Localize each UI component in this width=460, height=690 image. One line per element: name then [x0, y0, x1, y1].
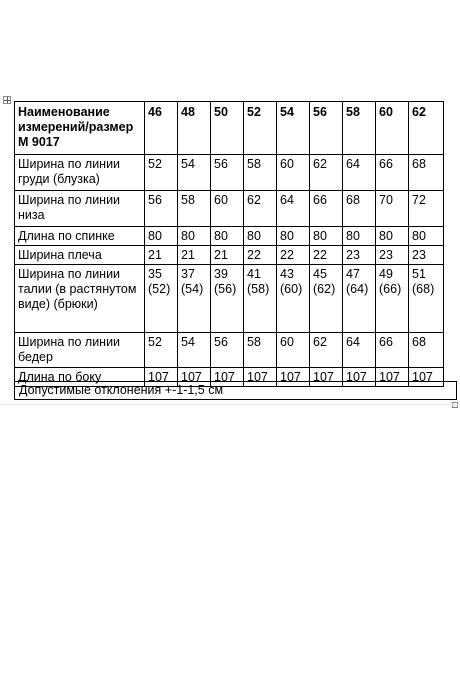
value-cell: 56 [211, 333, 244, 368]
measurement-label-cell: Ширина по линии груди (блузка) [15, 155, 145, 191]
value-cell: 21 [145, 246, 178, 265]
value-cell: 22 [310, 246, 343, 265]
measurement-label-cell: Длина по боку [15, 368, 145, 387]
value-cell: 37 (54) [178, 265, 211, 333]
value-cell: 62 [244, 191, 277, 227]
measurement-label-cell: Ширина по линии талии (в растянутом виде) (брюки) [15, 265, 145, 333]
value-cell: 62 [310, 155, 343, 191]
size-header-cell: 56 [310, 102, 343, 155]
value-cell: 51 (68) [409, 265, 444, 333]
value-cell: 80 [343, 227, 376, 246]
value-cell: 52 [145, 333, 178, 368]
table-resize-handle[interactable] [452, 402, 458, 408]
size-header-cell: 58 [343, 102, 376, 155]
value-cell: 107 [310, 368, 343, 387]
size-header-cell: 48 [178, 102, 211, 155]
value-cell: 62 [310, 333, 343, 368]
size-header-cell: 54 [277, 102, 310, 155]
value-cell: 54 [178, 155, 211, 191]
measurement-label-cell: Ширина плеча [15, 246, 145, 265]
table-row [15, 191, 444, 227]
value-cell: 35 (52) [145, 265, 178, 333]
value-cell: 80 [277, 227, 310, 246]
value-cell: 60 [277, 333, 310, 368]
measurement-label-cell: Длина по спинке [15, 227, 145, 246]
measurement-label-cell: Ширина по линии низа [15, 191, 145, 227]
value-cell: 41 (58) [244, 265, 277, 333]
value-cell: 64 [343, 333, 376, 368]
size-table [14, 101, 444, 387]
value-cell: 56 [145, 191, 178, 227]
value-cell: 80 [244, 227, 277, 246]
value-cell: 47 (64) [343, 265, 376, 333]
table-row [15, 246, 444, 265]
tolerance-note: Допустимые отклонения +-1-1,5 см [14, 381, 457, 400]
size-header-cell: 50 [211, 102, 244, 155]
size-table-container [14, 101, 443, 387]
value-cell: 23 [343, 246, 376, 265]
size-header-cell: 62 [409, 102, 444, 155]
value-cell: 66 [376, 333, 409, 368]
value-cell: 60 [277, 155, 310, 191]
value-cell: 52 [145, 155, 178, 191]
value-cell: 70 [376, 191, 409, 227]
header-row [15, 102, 444, 155]
value-cell: 80 [376, 227, 409, 246]
value-cell: 49 (66) [376, 265, 409, 333]
value-cell: 66 [376, 155, 409, 191]
size-header-cell: 52 [244, 102, 277, 155]
value-cell: 80 [178, 227, 211, 246]
value-cell: 64 [277, 191, 310, 227]
value-cell: 107 [409, 368, 444, 387]
value-cell: 80 [310, 227, 343, 246]
value-cell: 107 [343, 368, 376, 387]
value-cell: 107 [178, 368, 211, 387]
value-cell: 56 [211, 155, 244, 191]
value-cell: 68 [343, 191, 376, 227]
value-cell: 45 (62) [310, 265, 343, 333]
value-cell: 68 [409, 333, 444, 368]
value-cell: 54 [178, 333, 211, 368]
value-cell: 68 [409, 155, 444, 191]
value-cell: 21 [211, 246, 244, 265]
value-cell: 23 [376, 246, 409, 265]
value-cell: 107 [211, 368, 244, 387]
table-row [15, 265, 444, 333]
value-cell: 64 [343, 155, 376, 191]
value-cell: 107 [244, 368, 277, 387]
value-cell: 107 [145, 368, 178, 387]
value-cell: 58 [178, 191, 211, 227]
value-cell: 66 [310, 191, 343, 227]
value-cell: 43 (60) [277, 265, 310, 333]
value-cell: 58 [244, 333, 277, 368]
value-cell: 80 [409, 227, 444, 246]
value-cell: 22 [244, 246, 277, 265]
size-header-cell: 60 [376, 102, 409, 155]
table-move-handle[interactable] [3, 96, 11, 104]
page-divider [0, 404, 460, 405]
measurement-label-cell: Ширина по линии бедер [15, 333, 145, 368]
table-row [15, 155, 444, 191]
value-cell: 22 [277, 246, 310, 265]
value-cell: 72 [409, 191, 444, 227]
value-cell: 60 [211, 191, 244, 227]
header-label-cell: Наименование измерений/размер М 9017 [15, 102, 145, 155]
size-header-cell: 46 [145, 102, 178, 155]
value-cell: 107 [277, 368, 310, 387]
value-cell: 39 (56) [211, 265, 244, 333]
table-row [15, 227, 444, 246]
value-cell: 21 [178, 246, 211, 265]
value-cell: 80 [145, 227, 178, 246]
value-cell: 23 [409, 246, 444, 265]
value-cell: 58 [244, 155, 277, 191]
value-cell: 107 [376, 368, 409, 387]
table-row [15, 333, 444, 368]
value-cell: 80 [211, 227, 244, 246]
